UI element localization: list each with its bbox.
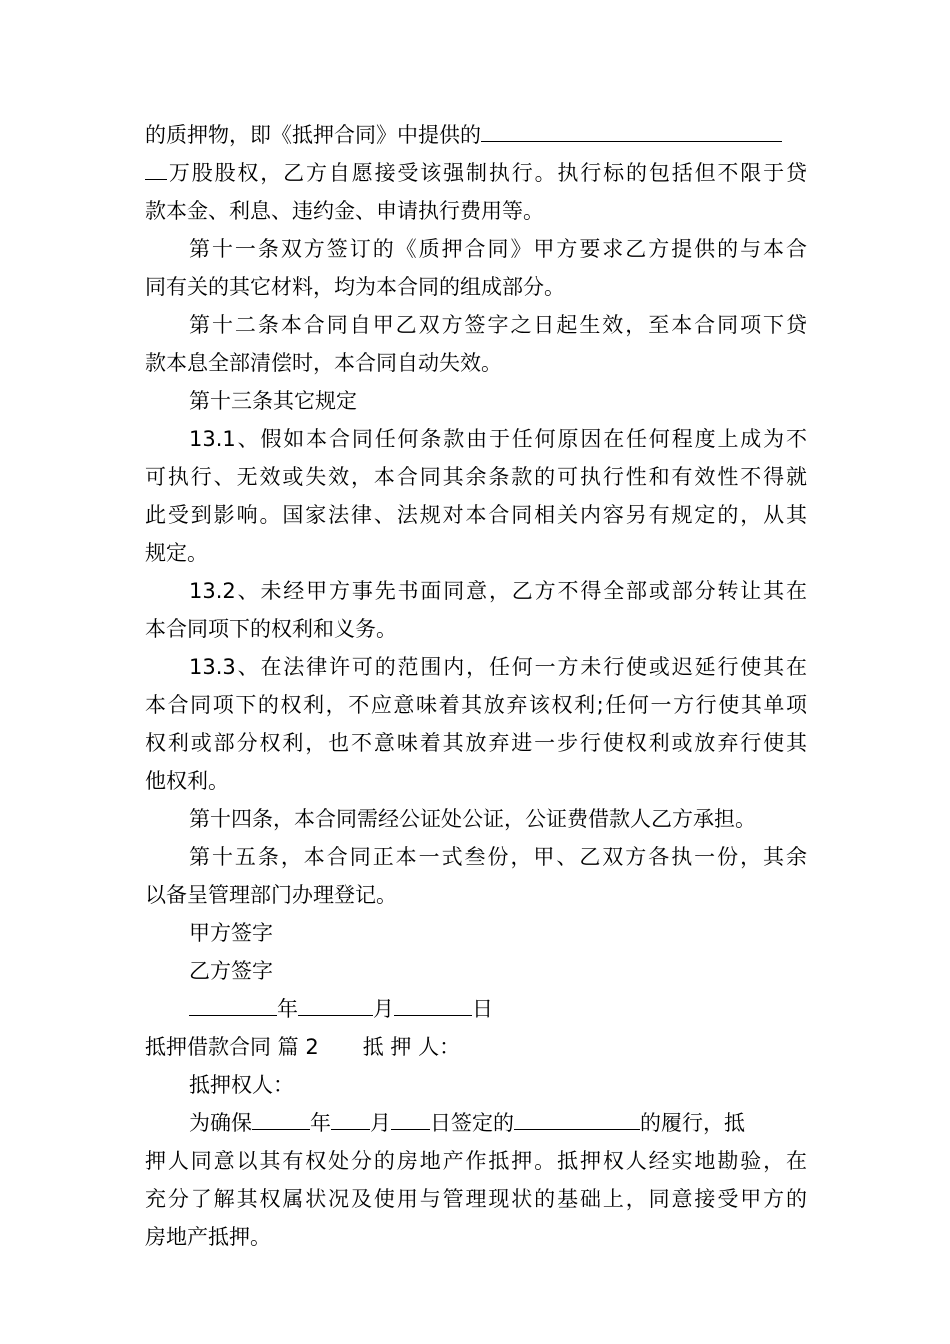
month-label: 月 bbox=[373, 997, 394, 1021]
part2-heading-line bbox=[145, 1028, 807, 1066]
mortgagee-label: 抵押权人： bbox=[189, 1073, 294, 1097]
paragraph-line: 同有关的其它材料，均为本合同的组成部分。 bbox=[145, 275, 565, 299]
paragraph-line: 押人同意以其有权处分的房地产作抵押。抵押权人经实地勘验，在 bbox=[145, 1149, 807, 1173]
party-b-signature-label: 乙方签字 bbox=[189, 959, 273, 983]
paragraph-line: 可执行、无效或失效，本合同其余条款的可执行性和有效性不得就 bbox=[145, 465, 807, 489]
document-page bbox=[145, 116, 807, 1256]
fill-in-blank bbox=[298, 993, 373, 1016]
text-segment: 万股股权，乙方自愿接受该强制执行。执行标的包括但不限于贷 bbox=[167, 161, 807, 185]
paragraph-line bbox=[145, 116, 807, 154]
section-heading: 第十三条其它规定 bbox=[189, 389, 357, 413]
text-segment: 日签定的 bbox=[430, 1111, 514, 1135]
signature-date-line bbox=[145, 990, 807, 1028]
text-segment: 年 bbox=[310, 1111, 331, 1135]
paragraph-line bbox=[145, 154, 807, 192]
paragraph-line: 款本金、利息、违约金、申请执行费用等。 bbox=[145, 199, 544, 223]
paragraph-line: 第十四条，本合同需经公证处公证，公证费借款人乙方承担。 bbox=[189, 807, 756, 831]
fill-in-blank bbox=[331, 1107, 370, 1130]
day-label: 日 bbox=[472, 997, 493, 1021]
paragraph-line: 此受到影响。国家法律、法规对本合同相关内容另有规定的，从其 bbox=[145, 503, 807, 527]
fill-in-blank bbox=[145, 157, 167, 180]
paragraph-line: 房地产抵押。 bbox=[145, 1225, 271, 1249]
paragraph-line: 第十一条双方签订的《质押合同》甲方要求乙方提供的与本合 bbox=[189, 237, 807, 261]
paragraph-line: 以备呈管理部门办理登记。 bbox=[145, 883, 397, 907]
paragraph-line: 规定。 bbox=[145, 541, 208, 565]
fill-in-blank bbox=[189, 993, 277, 1016]
paragraph-line: 充分了解其权属状况及使用与管理现状的基础上，同意接受甲方的 bbox=[145, 1187, 807, 1211]
text-segment: 月 bbox=[370, 1111, 391, 1135]
paragraph-line: 本合同项下的权利和义务。 bbox=[145, 617, 397, 641]
paragraph-line: 13.2、未经甲方事先书面同意，乙方不得全部或部分转让其在 bbox=[189, 579, 807, 603]
paragraph-line bbox=[145, 1104, 807, 1142]
paragraph-line: 第十二条本合同自甲乙双方签字之日起生效，至本合同项下贷 bbox=[189, 313, 807, 337]
fill-in-blank bbox=[391, 1107, 430, 1130]
year-label: 年 bbox=[277, 997, 298, 1021]
party-a-signature-label: 甲方签字 bbox=[189, 921, 273, 945]
paragraph-line: 13.1、假如本合同任何条款由于任何原因在任何程度上成为不 bbox=[189, 427, 807, 451]
text-segment: 为确保 bbox=[189, 1111, 252, 1135]
fill-in-blank bbox=[394, 993, 472, 1016]
paragraph-line: 13.3、在法律许可的范围内，任何一方未行使或迟延行使其在 bbox=[189, 655, 807, 679]
text-segment: 的履行，抵 bbox=[640, 1111, 745, 1135]
paragraph-line: 他权利。 bbox=[145, 769, 229, 793]
paragraph-line: 第十五条，本合同正本一式叁份，甲、乙双方各执一份，其余 bbox=[189, 845, 807, 869]
mortgagor-label: 抵 押 人： bbox=[362, 1035, 461, 1059]
paragraph-line: 本合同项下的权利，不应意味着其放弃该权利;任何一方行使其单项 bbox=[145, 693, 807, 717]
fill-in-blank bbox=[252, 1107, 310, 1130]
text-segment: 的质押物，即《抵押合同》中提供的 bbox=[145, 123, 481, 147]
paragraph-line: 款本息全部清偿时，本合同自动失效。 bbox=[145, 351, 502, 375]
paragraph-line: 权利或部分权利，也不意味着其放弃进一步行使权利或放弃行使其 bbox=[145, 731, 807, 755]
fill-in-blank bbox=[514, 1107, 640, 1130]
fill-in-blank bbox=[481, 119, 782, 142]
part2-heading: 抵押借款合同 篇 2 bbox=[145, 1035, 319, 1059]
